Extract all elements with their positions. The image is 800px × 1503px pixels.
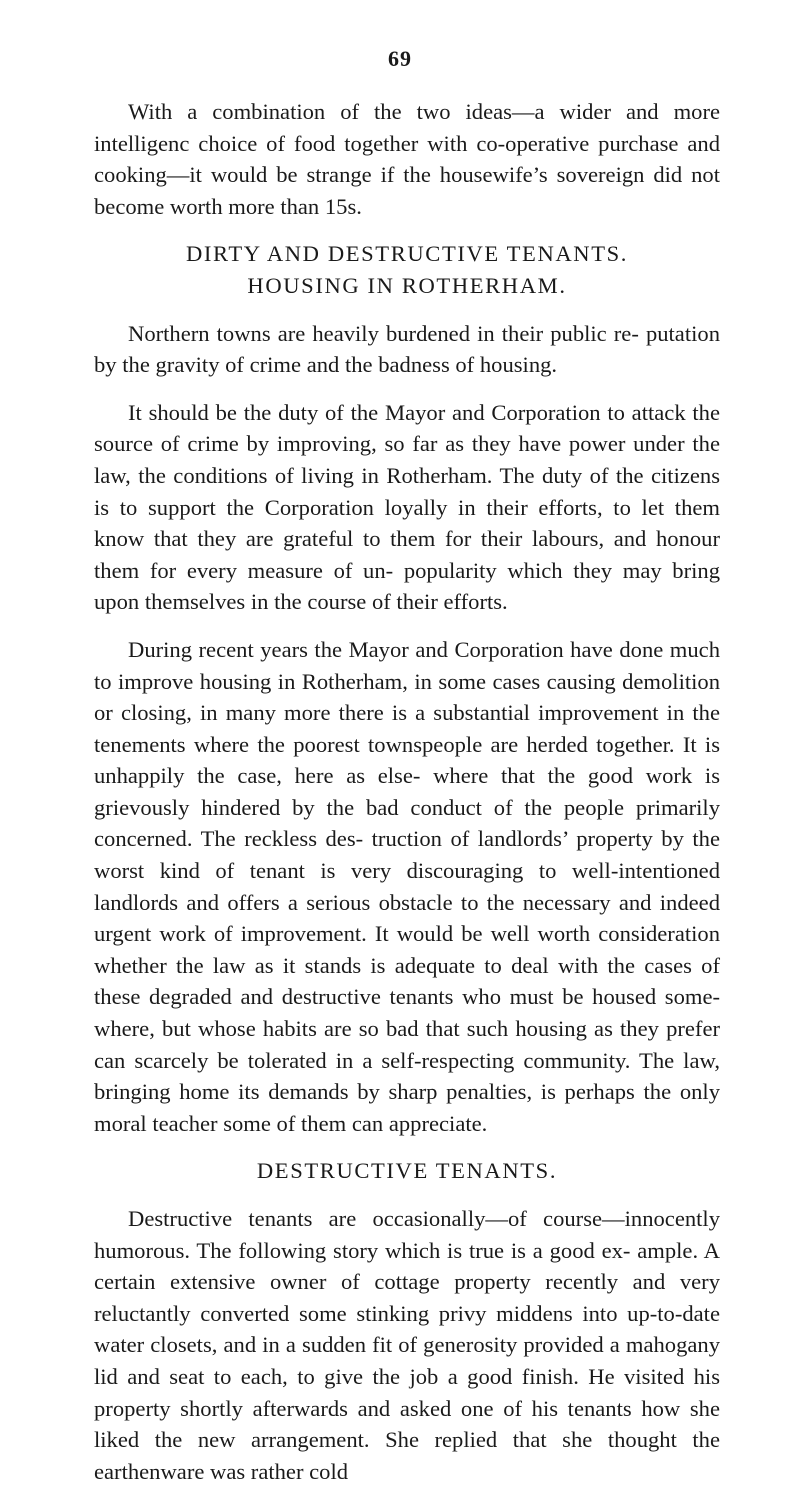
body-text <box>94 96 720 1503</box>
paragraph-northern-towns: Northern towns are heavily burdened in their public re- putation by the gravity of crime and the badness of housing. <box>94 320 720 378</box>
paragraph-duty-of-mayor: It should be the duty of the Mayor and Corporation to attack the source of crime by improving, so far as they have power under the law, the conditions of living in Rotherham. The duty of the citizens is to support the Corporation loyally in their efforts, to let them know that they are grateful to them for their labours, and honour them for every measure of un- popularity which they may bring upon themselves in the course of their efforts. <box>94 399 720 615</box>
heading-line-2: HOUSING IN ROTHERHAM. <box>247 272 567 298</box>
paragraph-destructive-tenants-story: Destructive tenants are occasionally—of course—innocently humorous. The following story which is true is a good ex- ample. A certain extensive owner of cottage property recently and very reluctantly converted some stinking privy middens into up-to-date water closets, and in a sudden fit of generosity provided a mahogany lid and seat to each, to give the job a good finish. He visited his property shortly afterwards and asked one of his tenants how she liked the new arrangement. She replied that she thought the earthenware was rather cold <box>94 1206 720 1484</box>
paragraph-recent-years: During recent years the Mayor and Corporation have done much to improve housing in Rotherham, in some cases causing demolition or closing, in many more there is a substantial improvement in the tenements where the poorest townspeople are herded together. It is unhappily the case, here as else- where that the good work is grievously hindered by the bad conduct of the people primarily concerned. The reckless des- truction of landlords’ property by the worst kind of tenant is very discouraging to well-intentioned landlords and offers a serious obstacle to the necessary and indeed urgent work of improvement. It would be well worth consideration whether the law as it stands is adequate to deal with the cases of these degraded and destructive tenants who must be housed some- where, but whose habits are so bad that such housing as they prefer can scarcely be tolerated in a self-respecting community. The law, bringing home its demands by sharp penalties, is perhaps the only moral teacher some of them can appreciate. <box>94 636 720 1136</box>
page-number: 69 <box>388 46 412 71</box>
heading-line-1: DIRTY AND DESTRUCTIVE TENANTS. <box>185 241 629 267</box>
section-heading-destructive-tenants: DESTRUCTIVE TENANTS. <box>256 1158 558 1184</box>
paragraph-housewife-sovereign: With a combination of the two ideas—a wider and more intelligenc choice of food together with co-operative purchase and cooking—it would be strange if the housewife’s sovereign did not become worth more than 15s. <box>94 99 720 219</box>
section-heading-dirty-tenants <box>94 238 720 301</box>
